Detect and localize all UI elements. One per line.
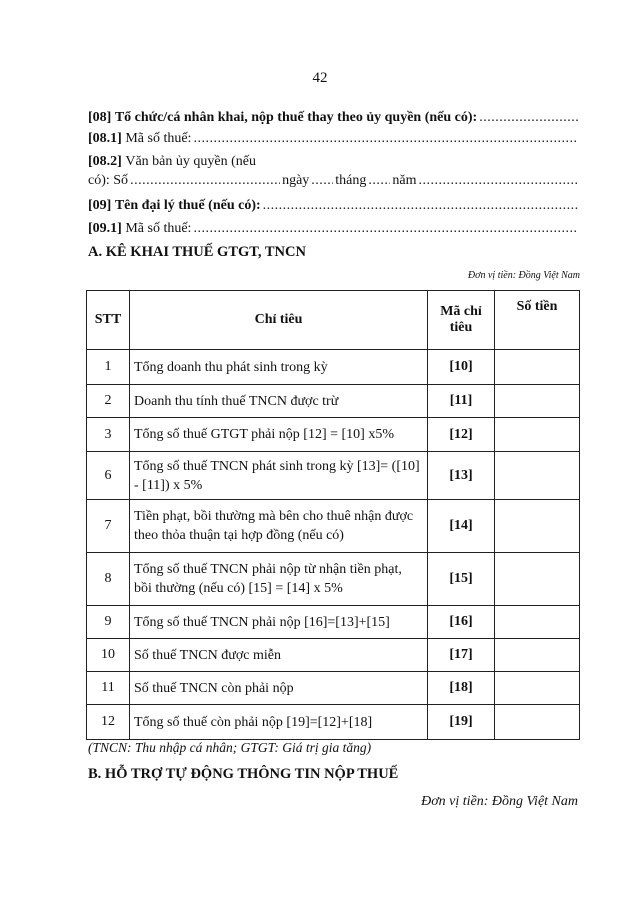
section-a-unit: Đơn vị tiền: Đồng Việt Nam	[467, 270, 580, 281]
row-chi-tieu: Tiền phạt, bồi thường mà bên cho thuê nhận được theo thỏa thuận tại hợp đồng (nếu có)	[130, 500, 428, 553]
field-08-1-code: [08.1]	[88, 131, 122, 146]
field-08-2-line2	[88, 172, 580, 190]
row-stt: 12	[87, 705, 130, 740]
row-ma-chi-tieu: [17]	[428, 639, 495, 672]
row-ma-chi-tieu: [12]	[428, 418, 495, 452]
section-a-title: A. KÊ KHAI THUẾ GTGT, TNCN	[88, 244, 306, 260]
row-chi-tieu: Tổng số thuế GTGT phải nộp [12] = [10] x5%	[130, 418, 428, 452]
table-header-row	[87, 291, 580, 350]
field-09-label: Tên đại lý thuế (nếu có):	[114, 198, 261, 213]
row-stt: 9	[87, 606, 130, 639]
row-chi-tieu: Tổng số thuế TNCN phải nộp [16]=[13]+[15]	[130, 606, 428, 639]
row-ma-chi-tieu: [16]	[428, 606, 495, 639]
field-08-1-value[interactable]	[193, 130, 578, 148]
row-chi-tieu: Doanh thu tính thuế TNCN được trừ	[130, 385, 428, 418]
row-ma-chi-tieu: [19]	[428, 705, 495, 740]
tax-declaration-table	[86, 290, 580, 740]
row-chi-tieu: Tổng doanh thu phát sinh trong kỳ	[130, 350, 428, 385]
field-08-2-so-value[interactable]	[130, 172, 280, 190]
field-08-code: [08]	[88, 110, 112, 125]
row-so-tien[interactable]	[495, 385, 580, 418]
row-stt: 2	[87, 385, 130, 418]
row-stt: 8	[87, 553, 130, 606]
row-chi-tieu: Số thuế TNCN còn phải nộp	[130, 672, 428, 705]
table-row	[87, 553, 580, 606]
field-09-1	[88, 220, 580, 238]
row-ma-chi-tieu: [13]	[428, 452, 495, 500]
table-row	[87, 672, 580, 705]
row-so-tien[interactable]	[495, 606, 580, 639]
row-so-tien[interactable]	[495, 672, 580, 705]
field-08-1-label: Mã số thuế:	[125, 131, 192, 146]
table-row	[87, 705, 580, 740]
header-stt: STT	[87, 291, 130, 350]
row-so-tien[interactable]	[495, 639, 580, 672]
row-ma-chi-tieu: [14]	[428, 500, 495, 553]
row-stt: 11	[87, 672, 130, 705]
field-08-2-thang-label: tháng	[335, 173, 367, 188]
table-row	[87, 452, 580, 500]
row-so-tien[interactable]	[495, 452, 580, 500]
row-ma-chi-tieu: [15]	[428, 553, 495, 606]
field-08-2-ngay-label: ngày	[282, 173, 310, 188]
row-so-tien[interactable]	[495, 553, 580, 606]
field-09-value[interactable]	[263, 197, 578, 215]
section-b-title: B. HỖ TRỢ TỰ ĐỘNG THÔNG TIN NỘP THUẾ	[88, 766, 399, 782]
section-b-unit: Đơn vị tiền: Đồng Việt Nam	[421, 794, 578, 809]
table-row	[87, 639, 580, 672]
field-08-2-code: [08.2]	[88, 154, 122, 169]
row-ma-chi-tieu: [11]	[428, 385, 495, 418]
header-chi-tieu: Chỉ tiêu	[130, 291, 428, 350]
field-08-value[interactable]	[479, 109, 578, 127]
table-row	[87, 606, 580, 639]
row-so-tien[interactable]	[495, 350, 580, 385]
row-so-tien[interactable]	[495, 418, 580, 452]
row-stt: 10	[87, 639, 130, 672]
field-09-1-label: Mã số thuế:	[125, 221, 192, 236]
field-08-2-nam-value[interactable]	[419, 172, 579, 190]
row-ma-chi-tieu: [18]	[428, 672, 495, 705]
field-08-1	[88, 130, 580, 148]
field-08-2-ngay-value[interactable]	[311, 172, 333, 190]
table-row	[87, 418, 580, 452]
field-08-2	[88, 153, 580, 171]
page-number: 42	[312, 70, 328, 86]
row-stt: 1	[87, 350, 130, 385]
table-row	[87, 500, 580, 553]
row-so-tien[interactable]	[495, 705, 580, 740]
row-ma-chi-tieu: [10]	[428, 350, 495, 385]
row-stt: 3	[87, 418, 130, 452]
field-08-label: Tổ chức/cá nhân khai, nộp thuế thay theo ủy quyền (nếu có):	[114, 110, 478, 125]
field-08-2-label: Văn bản ủy quyền (nếu	[125, 154, 256, 169]
row-chi-tieu: Tổng số thuế TNCN phải nộp từ nhận tiền phạt, bồi thường (nếu có) [15] = [14] x 5%	[130, 553, 428, 606]
field-08-2-label2: có): Số	[88, 173, 129, 188]
row-chi-tieu: Tổng số thuế còn phải nộp [19]=[12]+[18]	[130, 705, 428, 740]
field-08-2-nam-label: năm	[392, 173, 417, 188]
field-08-2-thang-value[interactable]	[368, 172, 390, 190]
header-so-tien: Số tiền	[495, 291, 580, 350]
field-08	[88, 109, 580, 127]
field-09-1-code: [09.1]	[88, 221, 122, 236]
row-stt: 7	[87, 500, 130, 553]
field-09-code: [09]	[88, 198, 112, 213]
table-row	[87, 350, 580, 385]
row-chi-tieu: Số thuế TNCN được miễn	[130, 639, 428, 672]
table-row	[87, 385, 580, 418]
field-09-1-value[interactable]	[193, 220, 578, 238]
row-chi-tieu: Tổng số thuế TNCN phát sinh trong kỳ [13]= ([10] - [11]) x 5%	[130, 452, 428, 500]
row-so-tien[interactable]	[495, 500, 580, 553]
field-09	[88, 197, 580, 215]
abbreviation-note: (TNCN: Thu nhập cá nhân; GTGT: Giá trị gia tăng)	[88, 740, 372, 755]
row-stt: 6	[87, 452, 130, 500]
header-ma-chi-tieu: Mã chỉ tiêu	[428, 291, 495, 350]
